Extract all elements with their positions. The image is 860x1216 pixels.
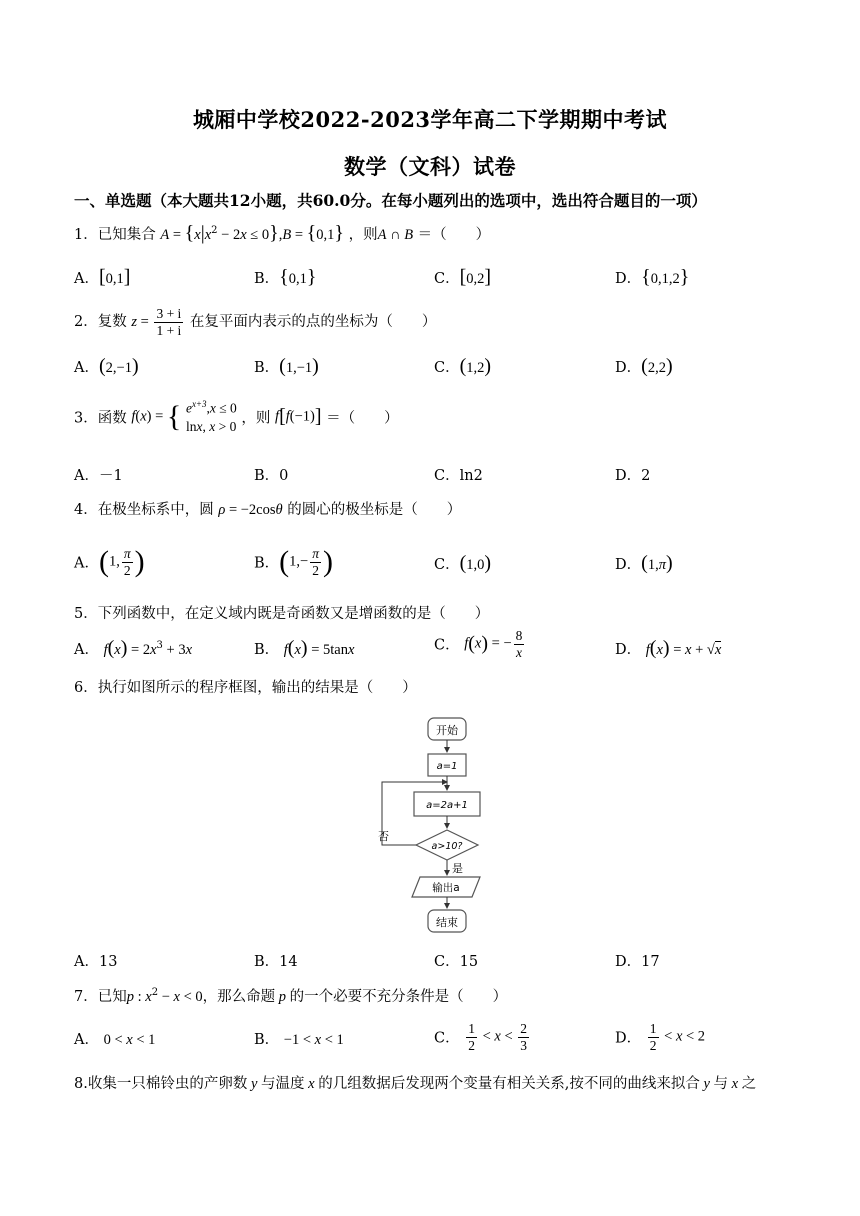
q5-option-a[interactable]: A． $f(x) = 2x^3 + 3x$ xyxy=(74,637,193,659)
q3-option-a[interactable]: A．－1 xyxy=(74,468,123,484)
exam-title: 城厢中学校2022-2023学年高二下学期期中考试 xyxy=(192,107,668,132)
question-1-set-a: A xyxy=(160,227,170,243)
program-flowchart xyxy=(372,712,492,942)
question-3-mid: ，则 xyxy=(241,410,271,427)
q7-option-d[interactable]: D． $\frac{1}{2}$ < x < 2 xyxy=(615,1021,706,1053)
question-7-mid: ，那么命题 xyxy=(202,989,276,1005)
q7-option-b[interactable]: B． −1 < x < 1 xyxy=(254,1032,344,1048)
q6-option-b[interactable]: B．14 xyxy=(254,954,298,970)
flowchart-start-label: 开始 xyxy=(436,724,458,737)
q3-option-b[interactable]: B．0 xyxy=(254,468,289,484)
question-4: 4．在极坐标系中，圆 ρ = −2cosθ 的圆心的极坐标是（ ） xyxy=(74,502,462,518)
q4-option-d[interactable]: D．(1,π) xyxy=(615,552,673,574)
question-7: 7．已知p : $x^2 - x < 0$，那么命题 p 的一个必要不充分条件是（ ） xyxy=(74,987,508,1005)
q6-option-c[interactable]: C．15 xyxy=(434,954,479,970)
q2-option-b[interactable]: B．(1,−1) xyxy=(254,355,319,377)
exam-subtitle: 数学（文科）试卷 xyxy=(344,154,516,179)
q4-option-c[interactable]: C．(1,0) xyxy=(434,552,492,574)
q2-option-a[interactable]: A．(2,−1) xyxy=(74,355,139,377)
q1-option-d[interactable]: D．{0,1,2} xyxy=(615,266,690,288)
q3-option-c[interactable]: C．ln2 xyxy=(434,468,483,484)
question-3: 3．函数 f(x) = { $e^{x+3},x \le 0$ lnx, x > 0 ，则 f[f(−1)] ＝（ ） xyxy=(74,399,399,434)
question-4-prefix: 4．在极坐标系中，圆 xyxy=(74,502,214,518)
q2-option-c[interactable]: C．(1,2) xyxy=(434,355,492,377)
question-1-mid: ，则 xyxy=(348,227,378,243)
question-2: 2．复数 z = $\frac{3 + i}{1 + i}$ 在复平面内表示的点的坐标为（ ） xyxy=(74,306,437,338)
q5-option-b[interactable]: B． f(x) = 5tanx xyxy=(254,637,355,659)
question-1: 1．已知集合 $A = \{x|x^2 - 2x \le 0\},B = \{0,1\}$ ，则A ∩ B ＝（ ） xyxy=(74,222,491,244)
flowchart-no-label: 否 xyxy=(378,830,389,843)
question-4-suffix: 的圆心的极坐标是（ ） xyxy=(287,502,462,518)
q4-option-b[interactable]: B．(1,− $\frac{\pi}{2}$ ) xyxy=(254,545,333,578)
question-2-prefix: 2．复数 xyxy=(74,314,127,331)
q6-option-a[interactable]: A．13 xyxy=(74,954,118,970)
question-1-suffix: ＝（ ） xyxy=(417,227,491,243)
q7-option-c[interactable]: C． $\frac{1}{2}$ < x < $\frac{2}{3}$ xyxy=(434,1021,528,1053)
question-8: 8.收集一只棉铃虫的产卵数 y 与温度 x 的几组数据后发现两个变量有相关关系,按不同的曲线来拟合 y 与 x 之 xyxy=(74,1076,757,1092)
question-1-prefix: 1．已知集合 xyxy=(74,227,156,243)
flowchart-end-label: 结束 xyxy=(436,916,458,929)
flowchart-init-label: a=1 xyxy=(436,761,458,772)
flowchart-update-label: a=2a+1 xyxy=(426,800,468,811)
q1-option-c[interactable]: C．[0,2] xyxy=(434,266,492,288)
q5-option-c[interactable]: C． f(x) = − $\frac{8}{x}$ xyxy=(434,628,523,660)
q3-option-d[interactable]: D．2 xyxy=(615,468,651,484)
question-7-suffix: 的一个必要不充分条件是（ ） xyxy=(289,989,508,1005)
q6-option-d[interactable]: D．17 xyxy=(615,954,660,970)
question-6: 6．执行如图所示的程序框图，输出的结果是（ ） xyxy=(74,680,417,696)
q5-option-d[interactable]: D． f(x) = x + √x xyxy=(615,637,722,659)
question-3-suffix: ＝（ ） xyxy=(326,410,399,427)
question-5: 5．下列函数中，在定义域内既是奇函数又是增函数的是（ ） xyxy=(74,606,490,622)
q2-option-d[interactable]: D．(2,2) xyxy=(615,355,673,377)
q1-option-b[interactable]: B．{0,1} xyxy=(254,266,317,288)
question-3-prefix: 3．函数 xyxy=(74,410,127,427)
q7-option-a[interactable]: A． 0 < x < 1 xyxy=(74,1032,156,1048)
q4-option-a[interactable]: A．(1, $\frac{\pi}{2}$ ) xyxy=(74,545,145,578)
q1-option-a[interactable]: A．[0,1] xyxy=(74,266,131,288)
question-2-suffix: 在复平面内表示的点的坐标为（ ） xyxy=(189,314,437,331)
flowchart-yes-label: 是 xyxy=(452,862,463,875)
section-heading: 一、单选题（本大题共12小题，共60.0分。在每小题列出的选项中，选出符合题目的一项） xyxy=(74,191,707,210)
question-7-prefix: 7．已知 xyxy=(74,989,127,1005)
flowchart-output-label: 输出a xyxy=(432,882,460,894)
flowchart-condition-label: a>10? xyxy=(431,841,463,852)
